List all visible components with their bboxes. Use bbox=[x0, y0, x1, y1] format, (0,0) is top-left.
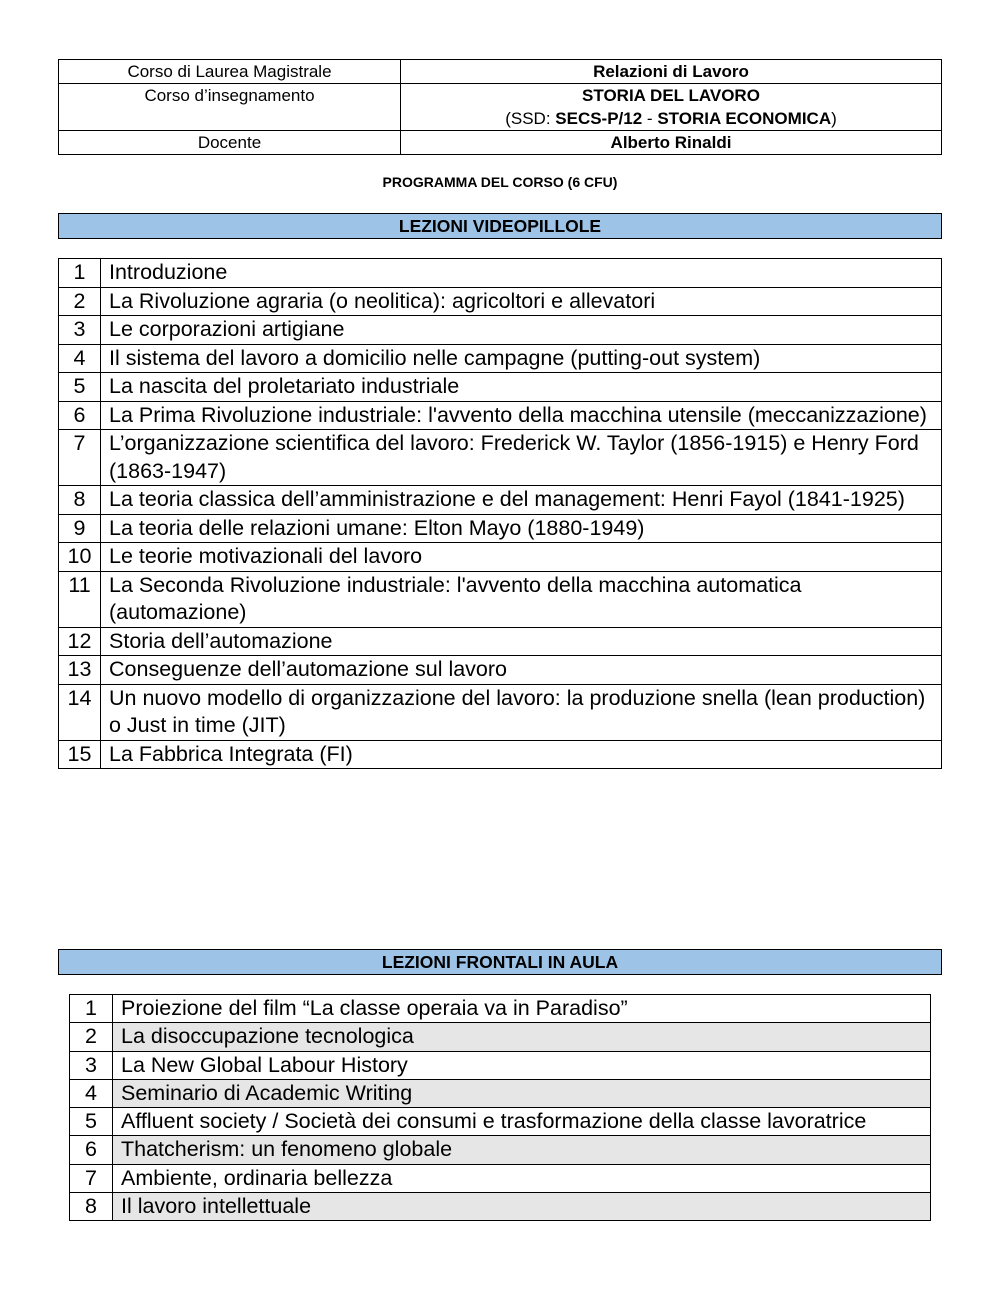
video-lesson-title: Introduzione bbox=[101, 259, 942, 288]
video-lesson-title: La nascita del proletariato industriale bbox=[101, 373, 942, 402]
frontal-lesson-number: 5 bbox=[70, 1108, 113, 1136]
video-lesson-number: 7 bbox=[59, 430, 101, 486]
video-lesson-row bbox=[59, 486, 942, 515]
video-lesson-row bbox=[59, 373, 942, 402]
video-lesson-row bbox=[59, 287, 942, 316]
teacher-value: Alberto Rinaldi bbox=[401, 131, 942, 155]
frontal-lesson-row bbox=[70, 1193, 931, 1221]
video-lessons-table bbox=[58, 258, 942, 769]
video-lesson-row bbox=[59, 684, 942, 740]
video-lesson-row bbox=[59, 571, 942, 627]
video-lesson-row bbox=[59, 430, 942, 486]
ssd-separator: - bbox=[642, 109, 658, 128]
video-lesson-title: La Rivoluzione agraria (o neolitica): agricoltori e allevatori bbox=[101, 287, 942, 316]
frontal-lesson-number: 4 bbox=[70, 1079, 113, 1107]
course-name-row bbox=[59, 84, 942, 131]
video-lesson-title: La teoria delle relazioni umane: Elton Mayo (1880-1949) bbox=[101, 514, 942, 543]
video-lesson-title: La teoria classica dell’amministrazione e del management: Henri Fayol (1841-1925) bbox=[101, 486, 942, 515]
course-name-cell bbox=[401, 84, 942, 131]
course-ssd bbox=[405, 107, 937, 130]
frontal-lesson-title: Proiezione del film “La classe operaia va in Paradiso” bbox=[113, 995, 931, 1023]
video-lesson-number: 15 bbox=[59, 740, 101, 769]
program-title: PROGRAMMA DEL CORSO (6 CFU) bbox=[382, 174, 618, 190]
video-lesson-title: L’organizzazione scientifica del lavoro: Frederick W. Taylor (1856-1915) e Henry Ford (1863-1947) bbox=[101, 430, 942, 486]
video-lesson-number: 12 bbox=[59, 627, 101, 656]
video-lesson-title: La Seconda Rivoluzione industriale: l'avvento della macchina automatica (automazione) bbox=[101, 571, 942, 627]
video-lesson-row bbox=[59, 543, 942, 572]
frontal-lesson-title: Seminario di Academic Writing bbox=[113, 1079, 931, 1107]
video-lesson-title: La Prima Rivoluzione industriale: l'avvento della macchina utensile (meccanizzazione) bbox=[101, 401, 942, 430]
video-lesson-row bbox=[59, 259, 942, 288]
course-name-value: STORIA DEL LAVORO bbox=[582, 86, 760, 105]
frontal-lesson-number: 1 bbox=[70, 995, 113, 1023]
video-lesson-number: 13 bbox=[59, 656, 101, 685]
frontal-lesson-number: 8 bbox=[70, 1193, 113, 1221]
frontal-lesson-row bbox=[70, 995, 931, 1023]
video-lesson-row bbox=[59, 656, 942, 685]
frontal-lesson-number: 2 bbox=[70, 1023, 113, 1051]
frontal-lesson-title: Affluent society / Società dei consumi e trasformazione della classe lavoratrice bbox=[113, 1108, 931, 1136]
video-lesson-title: Il sistema del lavoro a domicilio nelle campagne (putting-out system) bbox=[101, 344, 942, 373]
ssd-code: SECS-P/12 bbox=[555, 109, 643, 128]
video-lesson-number: 4 bbox=[59, 344, 101, 373]
video-lesson-number: 10 bbox=[59, 543, 101, 572]
ssd-close: ) bbox=[831, 109, 837, 128]
video-lesson-row bbox=[59, 401, 942, 430]
video-lesson-title: Le corporazioni artigiane bbox=[101, 316, 942, 345]
frontal-lesson-number: 6 bbox=[70, 1136, 113, 1164]
course-name-label: Corso d’insegnamento bbox=[59, 84, 401, 131]
video-lesson-row bbox=[59, 514, 942, 543]
video-lesson-number: 2 bbox=[59, 287, 101, 316]
ssd-open: (SSD: bbox=[505, 109, 556, 128]
video-lesson-title: Storia dell’automazione bbox=[101, 627, 942, 656]
video-lesson-number: 11 bbox=[59, 571, 101, 627]
video-lesson-number: 14 bbox=[59, 684, 101, 740]
frontal-lesson-title: La disoccupazione tecnologica bbox=[113, 1023, 931, 1051]
frontal-lesson-row bbox=[70, 1023, 931, 1051]
video-lesson-row bbox=[59, 740, 942, 769]
frontal-lesson-title: Il lavoro intellettuale bbox=[113, 1193, 931, 1221]
course-degree-value: Relazioni di Lavoro bbox=[401, 60, 942, 84]
frontal-lesson-number: 7 bbox=[70, 1164, 113, 1192]
video-lesson-title: Le teorie motivazionali del lavoro bbox=[101, 543, 942, 572]
frontal-lesson-row bbox=[70, 1051, 931, 1079]
frontal-lesson-row bbox=[70, 1108, 931, 1136]
video-lesson-number: 8 bbox=[59, 486, 101, 515]
video-lesson-number: 1 bbox=[59, 259, 101, 288]
course-degree-label: Corso di Laurea Magistrale bbox=[59, 60, 401, 84]
teacher-label: Docente bbox=[59, 131, 401, 155]
video-lesson-row bbox=[59, 316, 942, 345]
frontal-lesson-title: La New Global Labour History bbox=[113, 1051, 931, 1079]
frontal-lessons-table bbox=[69, 994, 931, 1221]
video-lesson-number: 5 bbox=[59, 373, 101, 402]
teacher-row bbox=[59, 131, 942, 155]
frontal-lesson-row bbox=[70, 1136, 931, 1164]
video-section-title: LEZIONI VIDEOPILLOLE bbox=[58, 213, 942, 239]
course-info-table bbox=[58, 59, 942, 155]
frontal-lesson-row bbox=[70, 1164, 931, 1192]
frontal-lesson-row bbox=[70, 1079, 931, 1107]
video-lesson-row bbox=[59, 344, 942, 373]
video-lesson-number: 6 bbox=[59, 401, 101, 430]
frontal-lesson-title: Ambiente, ordinaria bellezza bbox=[113, 1164, 931, 1192]
frontal-section-title: LEZIONI FRONTALI IN AULA bbox=[58, 949, 942, 975]
video-lesson-title: Un nuovo modello di organizzazione del lavoro: la produzione snella (lean production) o Just in time (JIT) bbox=[101, 684, 942, 740]
video-lesson-number: 9 bbox=[59, 514, 101, 543]
video-lesson-number: 3 bbox=[59, 316, 101, 345]
video-lesson-title: Conseguenze dell’automazione sul lavoro bbox=[101, 656, 942, 685]
video-lesson-row bbox=[59, 627, 942, 656]
ssd-name: STORIA ECONOMICA bbox=[657, 109, 832, 128]
video-lesson-title: La Fabbrica Integrata (FI) bbox=[101, 740, 942, 769]
frontal-lesson-title: Thatcherism: un fenomeno globale bbox=[113, 1136, 931, 1164]
course-degree-row bbox=[59, 60, 942, 84]
frontal-lesson-number: 3 bbox=[70, 1051, 113, 1079]
